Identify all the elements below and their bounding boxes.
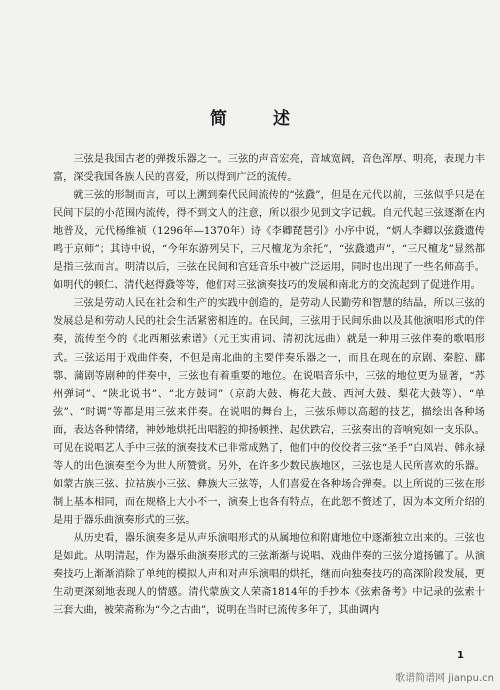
- body-text: [53, 151, 485, 620]
- paragraph: 从历史看，器乐演奏多是从声乐演唱形式的从属地位和附庸地位中逐渐独立出来的。三弦也是如此。从明清起，作为器乐曲演奏形式的三弦渐渐与说唱、戏曲伴奏的三弦分道扬镳了。从演奏技巧上渐渐消除了单纯的模拟人声和对声乐演唱的烘托，继而向独奏技巧的高深阶段发展，更生动更深刻地表现人的情感。清代蒙族文人荣斋1814年的手抄本《弦索备考》中记录的弦索十三套大曲，被荣斋称为“今之古曲”，说明在当时已流传多年了，其曲调内: [53, 532, 485, 617]
- paragraph: 就三弦的形制而言，可以上溯到秦代民间流传的“弦鼗”，但是在元代以前，三弦似乎只是在民间下层的小范围内流传，得不到文人的注意，所以很少见到文字记载。自元代起三弦逐渐在内地普及，元代杨维祯（1296年—1370年）诗《李卿琵琶引》小序中说，“炳人李卿以弦鼗遗传鸣于京师”；其诗中说，“今年东游列吴下，三尺檀龙为余托”，“弦鼗遗声”，“三尺檀龙”显然都是指三弦而言。明清以后，三弦在民间和宫廷音乐中被广泛运用，同时也出现了一些名师高手。如明代的顿仁、清代赵得鼗等等，他们对三弦演奏技巧的发展和南北方的交流起到了促进作用。: [53, 190, 485, 292]
- page-number: 1: [457, 650, 464, 661]
- watermark: 歌谱简谱网 jianpu.cn: [395, 673, 494, 684]
- paragraph: 三弦是劳动人民在社会和生产的实践中创造的，是劳动人民勤劳和智慧的结晶，所以三弦的发展总是和劳动人民的社会生活紧密相连的。在民间，三弦用于民间乐曲以及其他演唱形式的伴奏，流传至今的《北西厢弦索谱》（元王实甫词、清初沈远曲）就是一种用三弦伴奏的歌唱形式。三弦运用于戏曲伴奏，不但是南北曲的主要伴奏乐器之一，而且在现在的京剧、秦腔、郿鄠、蒲剧等剧种的伴奏中，三弦也有着重要的地位。在说唱音乐中，三弦的地位更为显著，“苏州弹词”、“陕北说书”、“北方鼓词”（京韵大鼓、梅花大鼓、西河大鼓、梨花大鼓等）、“单弦”、“时调”等都是用三弦来伴奏。在说唱的舞台上，三弦乐师以高超的技艺，描绘出各种场面，表达各种情绪，神妙地烘托出唱腔的抑扬顿挫、起伏跌宕，三弦奏出的音响宛如一支乐队。可见在说唱艺人手中三弦的演奏技术已非常成熟了，他们中的佼佼者三弦“圣手”白凤岩、韩永禄等人的出色演奏至今为世人所赞赏。另外，在许多少数民族地区，三弦也是人民所喜欢的乐器。如蒙古族三弦、拉祜族小三弦、彝族大三弦等，人们喜爱在各种场合弹奏。以上所说的三弦在形制上基本相同，而在规格上大小不一，演奏上也各有特点，在此恕不赘述了，因为本文所介绍的是用于器乐曲演奏形式的三弦。: [53, 298, 485, 526]
- page-title: 简 述: [210, 109, 310, 129]
- paragraph: 三弦是我国古老的弹拨乐器之一。三弦的声音宏亮，音域宽阔，音色浑厚、明亮，表现力丰富，深受我国各族人民的喜爱，所以得到广泛的流传。: [53, 154, 485, 184]
